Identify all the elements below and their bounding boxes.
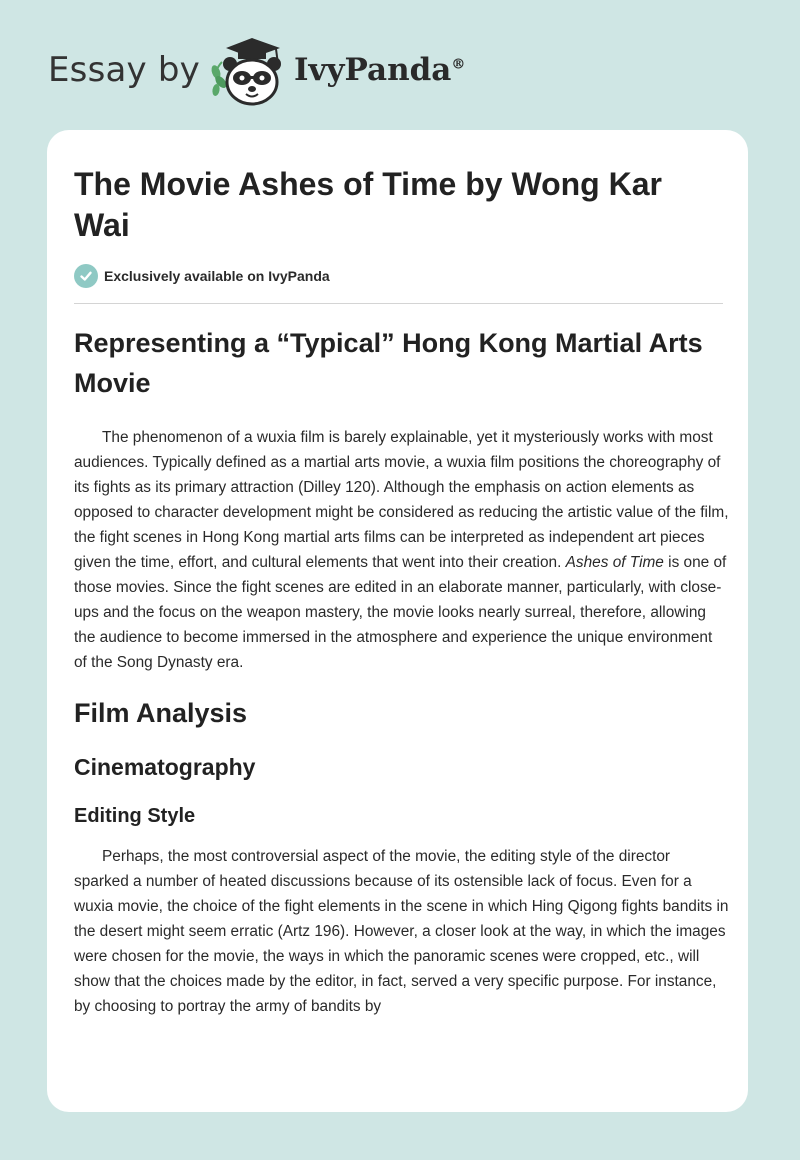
essay-body <box>74 323 729 1019</box>
movie-title-italic: Ashes of Time <box>565 554 664 571</box>
paragraph-editing-style: Perhaps, the most controversial aspect of the movie, the editing style of the director sparked a number of heated discussions because of its ostensible lack of focus. Even for a wuxia movie, the choice of the fight elements in the scene in which Hing Qigong fights bandits in the desert might seem erratic (Artz 196). However, a closer look at the way, in which the images were chosen for the movie, the ways in which the panoramic scenes were cropped, etc., will show that the choices made by the editor, in fact, served a very specific purpose. For instance, by choosing to portray the army of bandits by <box>74 848 729 1015</box>
brand-prefix: Essay by <box>48 50 200 90</box>
section-heading-film-analysis: Film Analysis <box>74 698 248 728</box>
brand-name[interactable] <box>294 52 465 88</box>
divider <box>74 303 723 304</box>
section-heading-cinematography: Cinematography <box>74 754 256 780</box>
exclusive-badge <box>74 263 330 289</box>
brand-header <box>48 32 508 112</box>
registered-mark: ® <box>451 56 466 73</box>
exclusive-label: Exclusively available on IvyPanda <box>104 268 330 284</box>
section-heading-representing: Representing a “Typical” Hong Kong Martial Arts Movie <box>74 328 703 398</box>
section-heading-editing-style: Editing Style <box>74 805 196 827</box>
brand-name-text: IvyPanda <box>294 52 452 88</box>
paragraph-intro-part-2: is one of those movies. Since the fight scenes are edited in an elaborate manner, particularly, with close-ups and the focus on the weapon mastery, the movie looks nearly surreal, therefore, allowing the audience to become immersed in the atmosphere and experience the unique environment of the Song Dynasty era. <box>74 554 727 671</box>
page-title: The Movie Ashes of Time by Wong Kar Wai <box>74 166 662 243</box>
paragraph-intro-part-1: The phenomenon of a wuxia film is barely explainable, yet it mysteriously works with most audiences. Typically defined as a martial arts movie, a wuxia film positions the choreography of its fights as its primary attraction (Dilley 120). Although the emphasis on action elements as opposed to character development might be considered as reducing the artistic value of the film, the fight scenes in Hong Kong martial arts films can be interpreted as independent art pieces given the time, effort, and cultural elements that went into their creation. <box>74 429 729 571</box>
panda-logo-icon[interactable] <box>204 32 294 112</box>
paragraph-intro <box>74 425 729 675</box>
check-icon <box>74 264 98 288</box>
essay-card <box>47 130 748 1112</box>
